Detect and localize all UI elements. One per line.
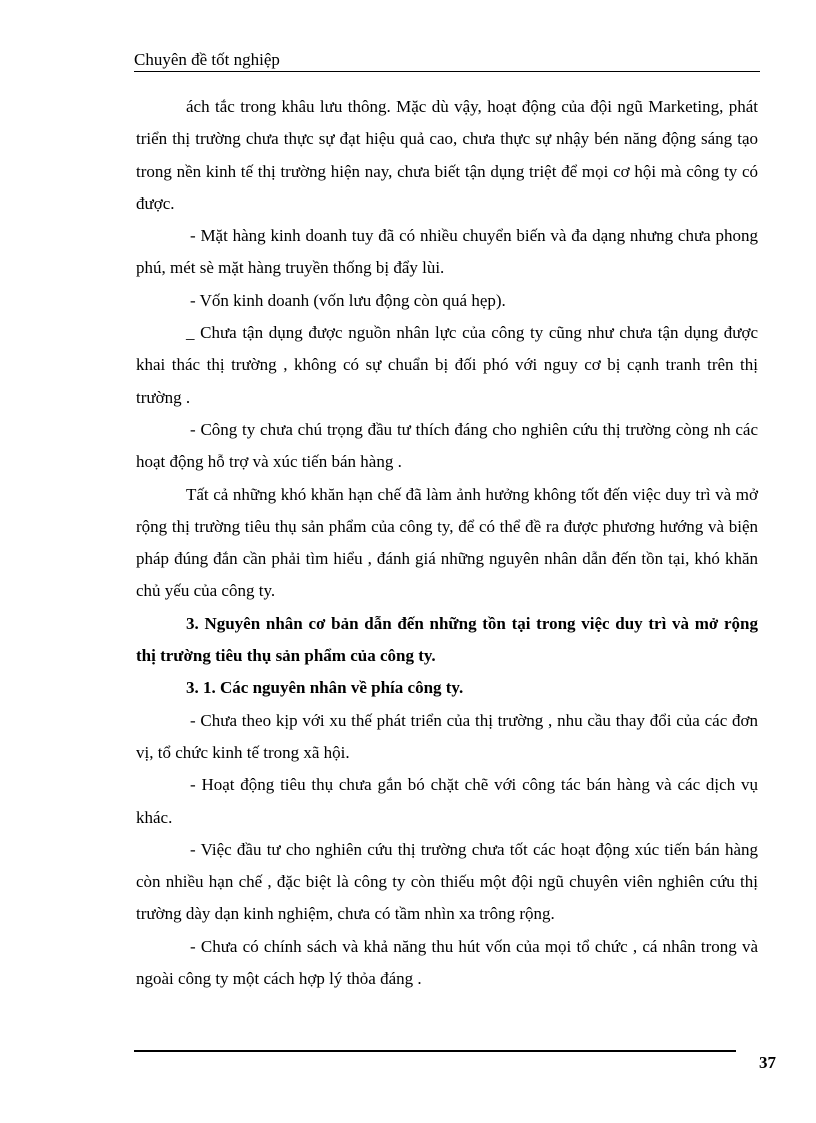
footer-divider bbox=[134, 1050, 736, 1052]
section-heading-3: 3. Nguyên nhân cơ bản dẫn đến những tồn tại trong việc duy trì và mở rộng thị trường tiêu thụ sản phẩm của công ty. bbox=[136, 613, 758, 666]
paragraph-bullet-capital: - Vốn kinh doanh (vốn lưu động còn quá hẹp). bbox=[190, 290, 506, 310]
paragraph-bullet-trends: - Chưa theo kịp với xu thế phát triển của thị trường , nhu cầu thay đổi của các đơn vị, tổ chức kinh tế trong xã hội. bbox=[136, 710, 758, 762]
paragraph-bullet-investment: - Việc đầu tư cho nghiên cứu thị trường chưa tốt các hoạt động xúc tiến bán hàng còn nhiều hạn chế , đặc biệt là công ty còn thiếu một đội ngũ chuyên viên nghiên cứu thị trường dày dạn kinh nghiệm, chưa có tầm nhìn xa trông rộng. bbox=[136, 839, 758, 924]
subsection-heading-3-1: 3. 1. Các nguyên nhân về phía công ty. bbox=[186, 678, 464, 698]
paragraph-bullet-policy: - Chưa có chính sách và khả năng thu hút vốn của mọi tổ chức , cá nhân trong và ngoài công ty một cách hợp lý thỏa đáng . bbox=[136, 936, 758, 989]
paragraph-bullet-research: - Công ty chưa chú trọng đầu tư thích đáng cho nghiên cứu thị trường còng nh các hoạt động hỗ trợ và xúc tiến bán hàng . bbox=[136, 419, 758, 472]
paragraph-bullet-products: - Mặt hàng kinh doanh tuy đã có nhiều chuyển biến và đa dạng nhưng chưa phong phú, mét sè mặt hàng truyền thống bị đẩy lùi. bbox=[136, 226, 758, 278]
header-divider bbox=[134, 71, 760, 72]
page-number: 37 bbox=[759, 1053, 776, 1072]
paragraph-bullet-human-resources: _ Chưa tận dụng được nguồn nhân lực của công ty cũng như chưa tận dụng được khai thác thị trường , không có sự chuẩn bị đối phó với nguy cơ bị cạnh tranh trên thị trường . bbox=[136, 323, 758, 407]
page-header-title: Chuyên đề tốt nghiệp bbox=[134, 50, 280, 69]
paragraph-continuation: ách tắc trong khâu lưu thông. Mặc dù vậy, hoạt động của đội ngũ Marketing, phát triển thị trường chưa thực sự đạt hiệu quả cao, chưa thực sự nhậy bén năng động sáng tạo trong nền kinh tế thị trường hiện nay, chưa biết tận dụng triệt để mọi cơ hội mà công ty có được. bbox=[136, 97, 758, 213]
paragraph-bullet-sales: - Hoạt động tiêu thụ chưa gắn bó chặt chẽ với công tác bán hàng và các dịch vụ khác. bbox=[136, 775, 758, 827]
document-body bbox=[136, 91, 758, 995]
paragraph-summary: Tất cả những khó khăn hạn chế đã làm ảnh hưởng không tốt đến việc duy trì và mở rộng thị trường tiêu thụ sản phẩm của công ty, để có thể đề ra được phương hướng và biện pháp đúng đắn cần phải tìm hiểu , đánh giá những nguyên nhân dẫn đến tồn tại, khó khăn chủ yếu của công ty. bbox=[136, 484, 758, 601]
